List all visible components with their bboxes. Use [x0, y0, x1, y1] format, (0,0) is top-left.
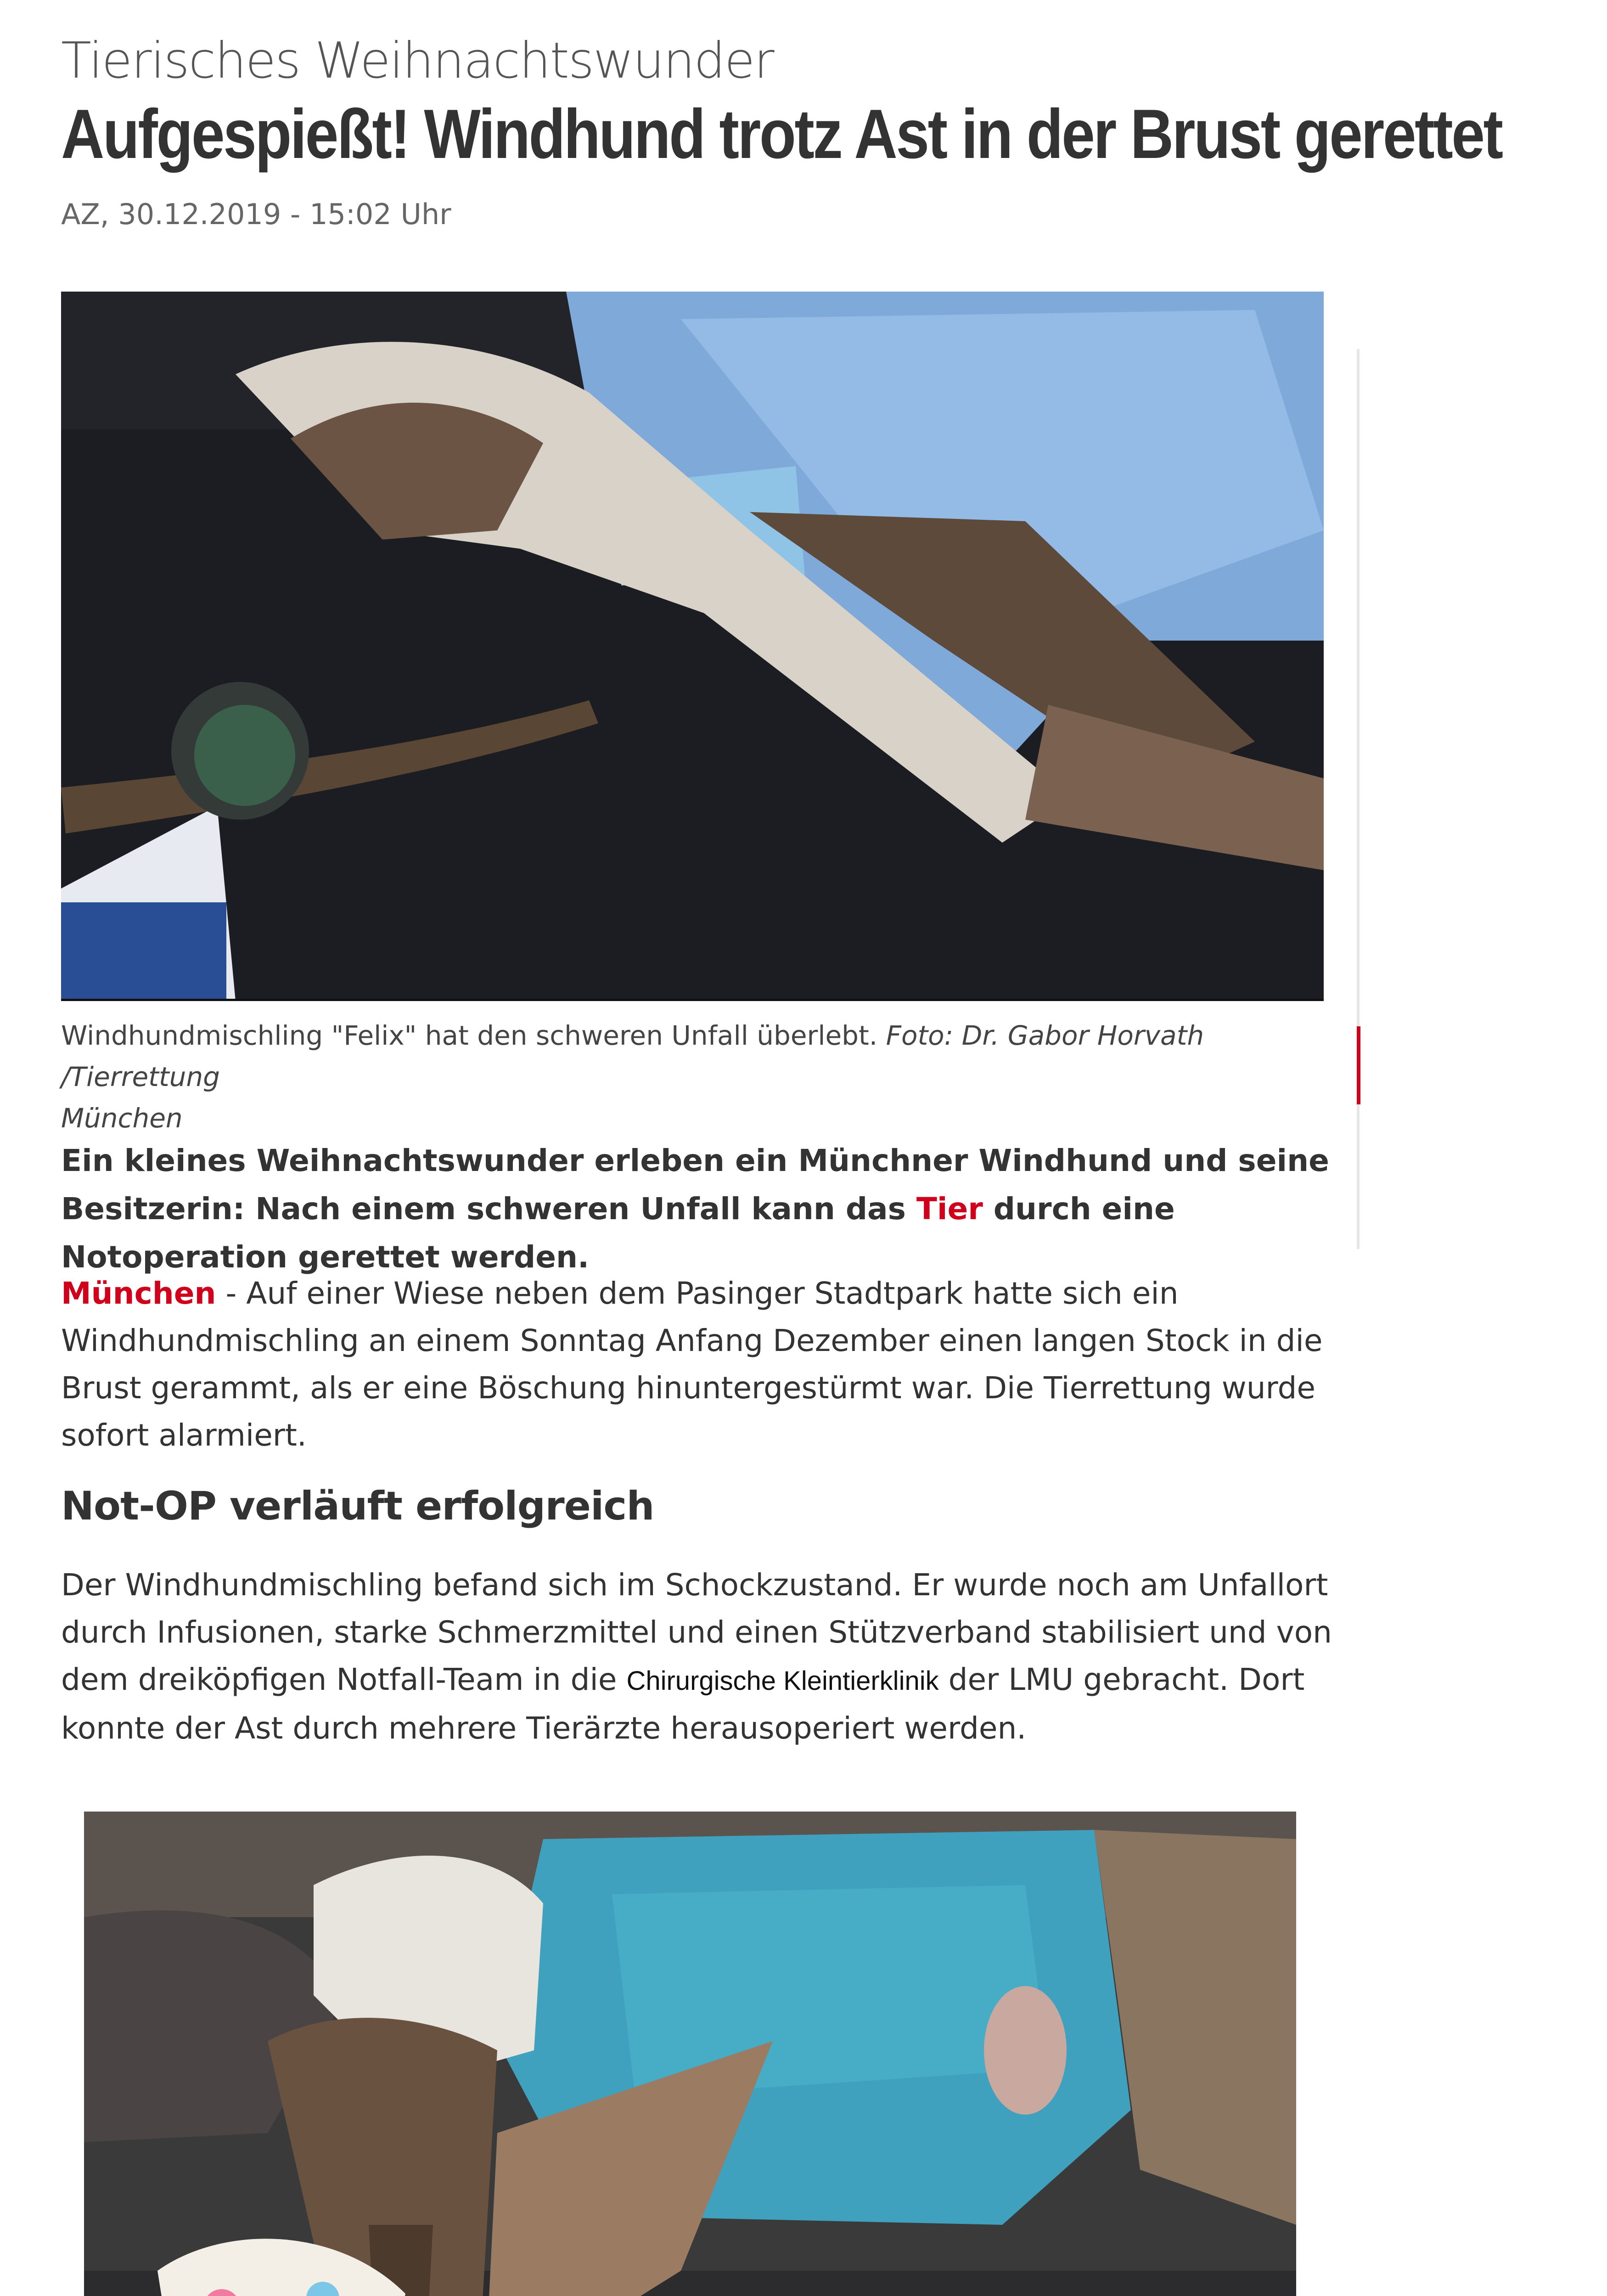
article-paragraph-1 — [61, 1270, 1337, 1459]
paragraph1-location[interactable]: München — [61, 1276, 216, 1311]
photo-felix-sofa — [84, 1812, 1296, 2296]
photo-felix-injured — [61, 292, 1324, 1001]
image1-caption-text: Windhundmischling "Felix" hat den schweren Unfall überlebt. — [61, 1020, 878, 1051]
article-headline: Aufgespießt! Windhund trotz Ast in der Brust gerettet — [61, 95, 1502, 173]
image1-credit-line2: München — [61, 1103, 183, 1134]
sidebar-accent-mark — [1357, 1026, 1360, 1104]
article-kicker: Tierisches Weihnachtswunder — [61, 32, 774, 90]
lead-text-part1: Ein kleines Weihnachtswunder erleben ein Münchner Windhund und seine Besitzerin: Nach einem schweren Unfall kann das — [61, 1143, 1329, 1227]
article-image-felix-sofa[interactable] — [84, 1812, 1296, 2296]
image1-credit-line1: Foto: Dr. Gabor Horvath /Tierrettung — [61, 1020, 1204, 1092]
image1-caption — [61, 1015, 1328, 1139]
article-subhead: Not-OP verläuft erfolgreich — [61, 1483, 654, 1529]
article-lead — [61, 1137, 1337, 1281]
paragraph1-text: - Auf einer Wiese neben dem Pasinger Stadtpark hatte sich ein Windhundmischling an einem Sonntag Anfang Dezember einen langen Stock in die Brust gerammt, als er eine Böschung hinuntergestürmt war. Die Tierrettung wurde sofort alarmiert. — [61, 1276, 1323, 1453]
article-paragraph-2 — [61, 1561, 1337, 1752]
lead-text-part2: durch eine Notoperation gerettet werden. — [61, 1191, 1175, 1275]
lead-link-tier[interactable]: Tier — [916, 1191, 983, 1227]
sidebar-divider — [1357, 349, 1360, 1249]
article-image-felix-injured[interactable] — [61, 292, 1324, 1001]
klinik-link[interactable]: Chirurgische Kleintierklinik — [626, 1666, 939, 1696]
paragraph2-part2: der LMU gebracht. Dort konnte der Ast durch mehrere Tierärzte herausoperiert werden. — [61, 1662, 1305, 1746]
article-dateline: AZ, 30.12.2019 - 15:02 Uhr — [61, 197, 451, 231]
paragraph2-part1: Der Windhundmischling befand sich im Schockzustand. Er wurde noch am Unfallort durch Infusionen, starke Schmerzmittel und einen Stützverband stabilisiert und von dem dreiköpfigen Notfall-Team in die — [61, 1567, 1332, 1697]
